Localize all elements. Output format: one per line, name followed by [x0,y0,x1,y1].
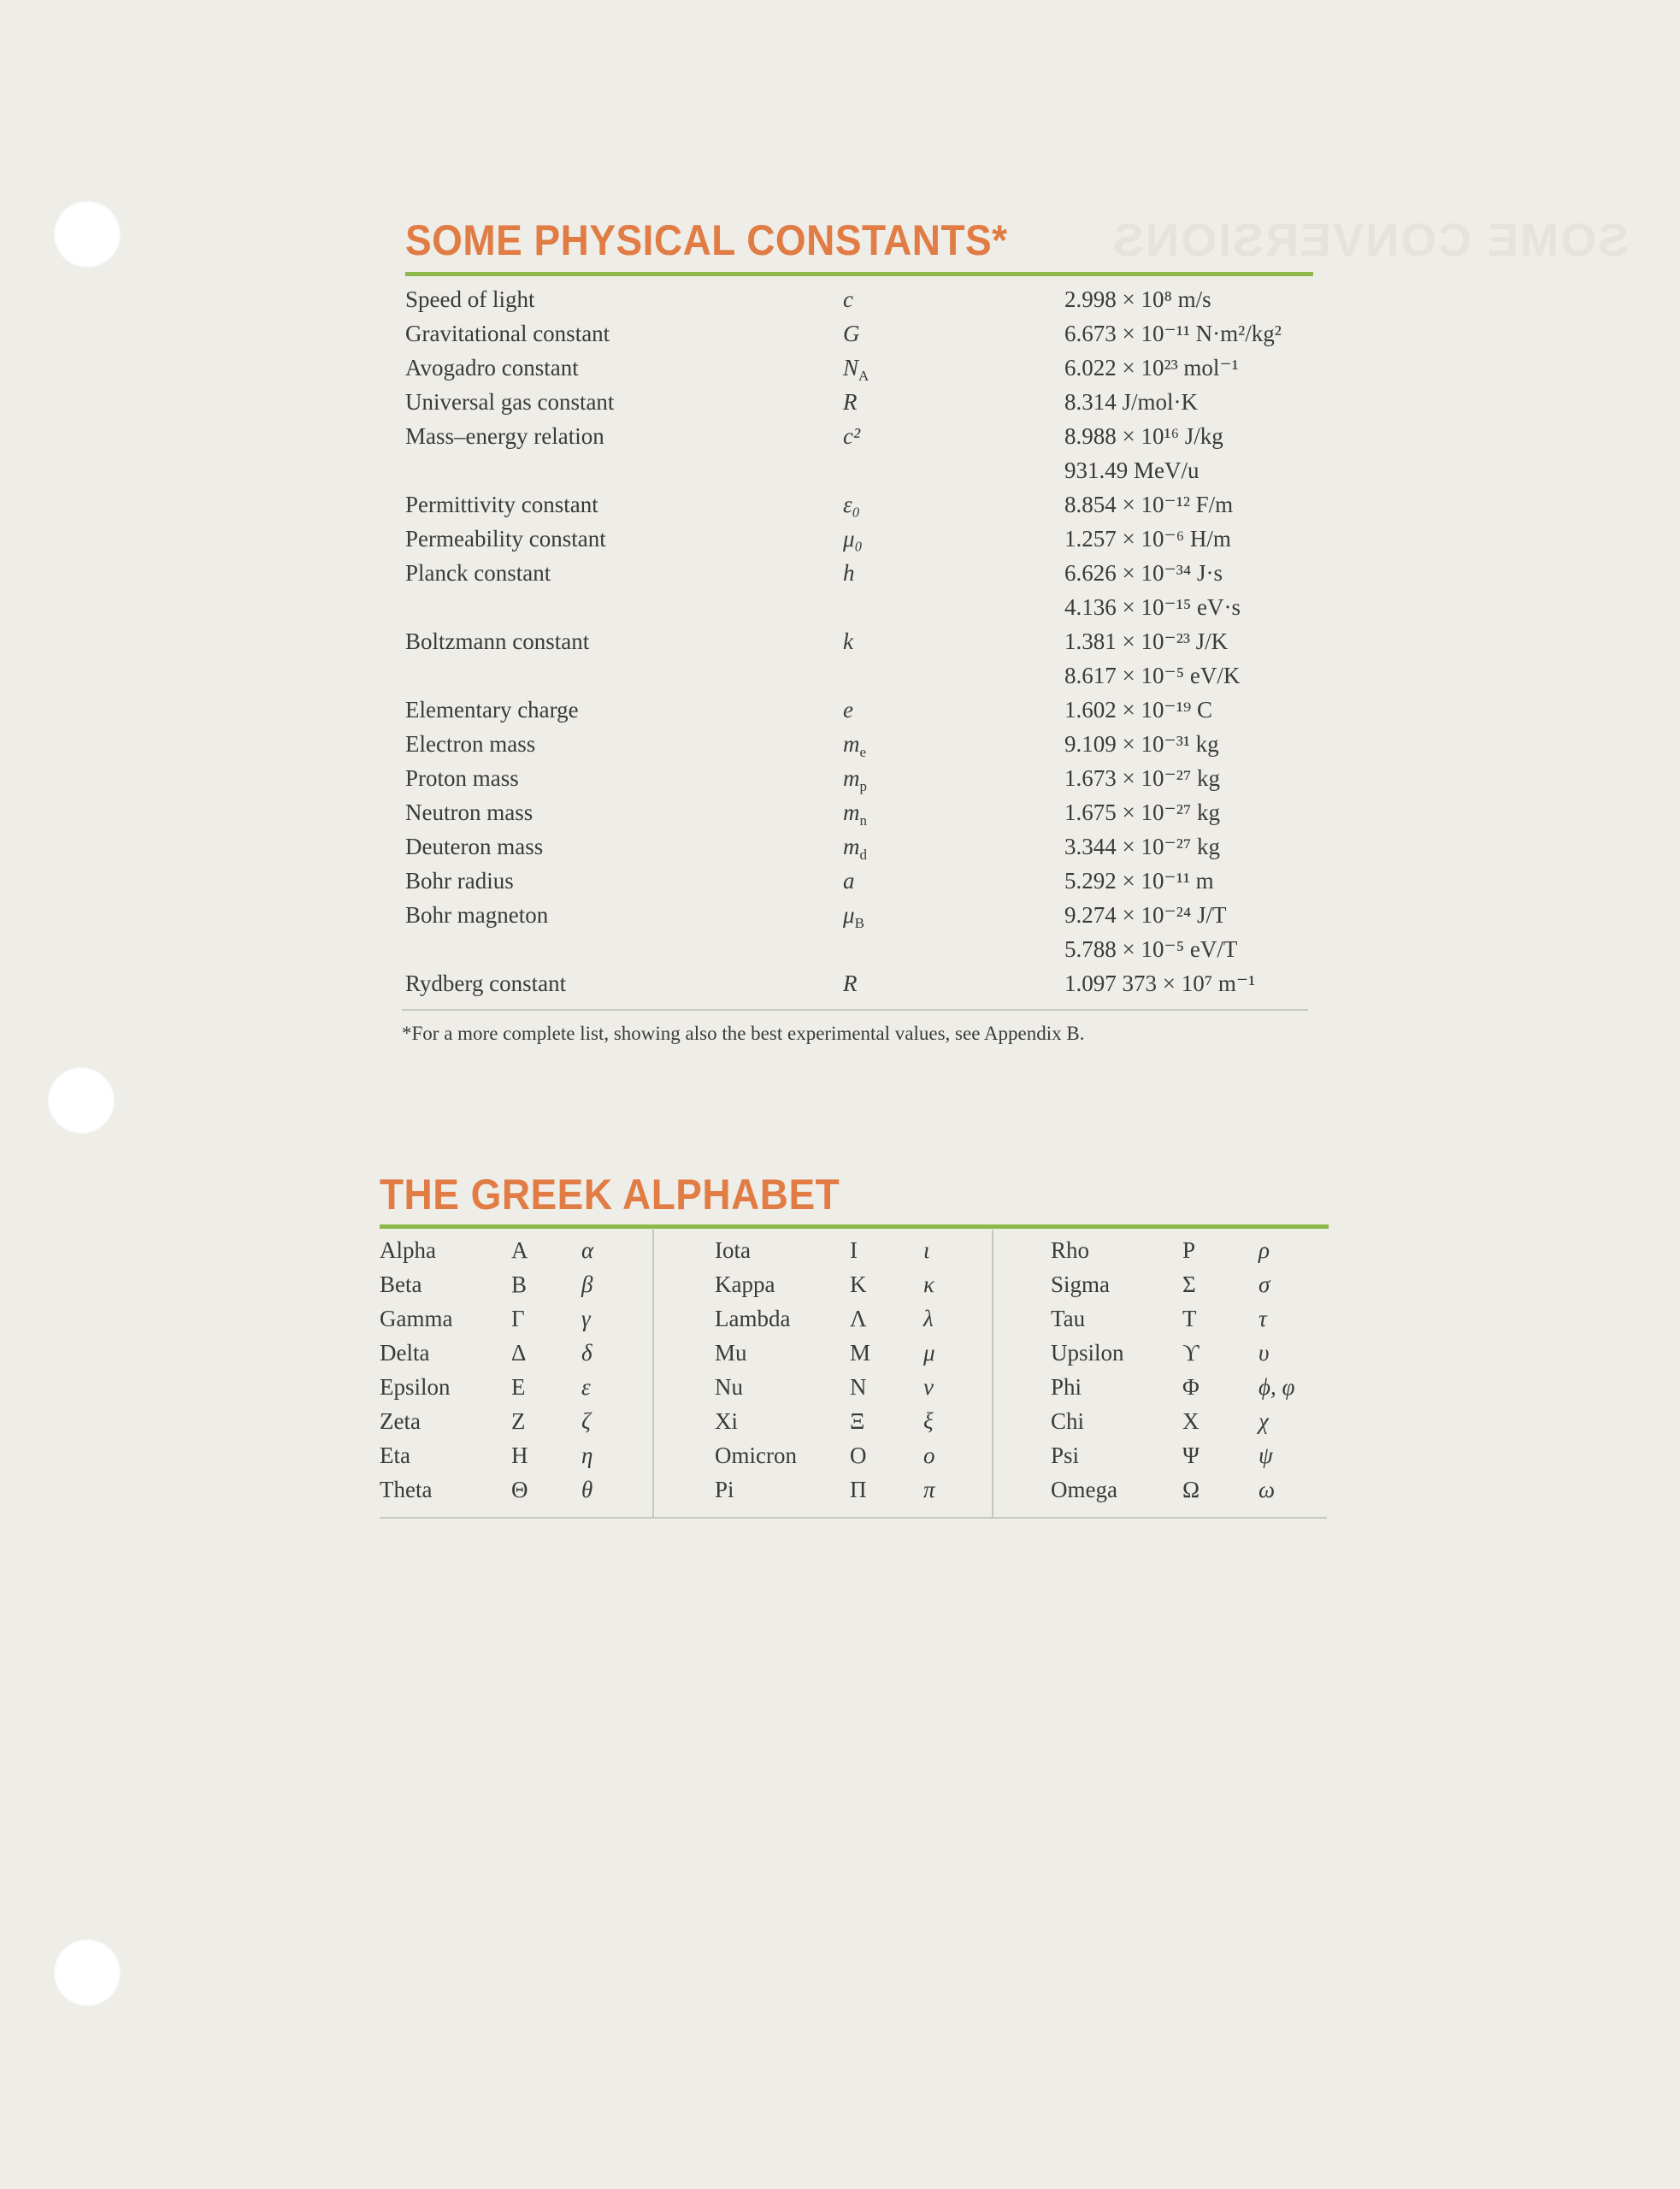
greek-letter-uppercase: Η [511,1443,528,1468]
physical-constants-bottom-rule [402,1009,1308,1011]
greek-letter-name: Omicron [715,1443,797,1468]
greek-letter-uppercase: Γ [511,1306,525,1331]
greek-letter-uppercase: Ο [850,1443,867,1468]
greek-letter-name: Upsilon [1051,1340,1124,1366]
greek-letter-uppercase: Ρ [1182,1237,1196,1263]
greek-letter-uppercase: Θ [511,1477,528,1502]
constant-name: Proton mass [405,765,519,791]
binder-hole-middle [48,1067,115,1134]
greek-letter-uppercase: ϒ [1182,1340,1200,1366]
constant-name: Electron mass [405,731,536,757]
constant-value: 1.381 × 10⁻²³ J/K [1064,628,1229,654]
bleed-through-text: SOME CONVERSIONS [1111,215,1630,266]
constant-symbol: μ₀ [843,526,863,552]
greek-letter-uppercase: Ζ [511,1408,526,1434]
greek-letter-name: Delta [380,1340,430,1366]
constant-symbol: $m_e$ [843,731,867,760]
greek-letter-lowercase: ω [1259,1477,1276,1502]
constant-symbol: k [843,628,853,654]
constant-value: 3.344 × 10⁻²⁷ kg [1064,834,1220,859]
constant-value: 1.673 × 10⁻²⁷ kg [1064,765,1220,791]
constant-name: Boltzmann constant [405,628,590,654]
binder-hole-top [54,201,121,268]
greek-letter-uppercase: Ω [1182,1477,1200,1502]
constant-value: 2.998 × 10⁸ m/s [1064,286,1211,312]
greek-letter-lowercase: κ [923,1272,934,1297]
greek-letter-uppercase: Σ [1182,1272,1196,1297]
greek-letter-name: Mu [715,1340,747,1366]
constant-symbol: $N_A$ [843,355,869,384]
constant-name: Permeability constant [405,526,606,552]
greek-letter-name: Iota [715,1237,751,1263]
greek-letter-name: Eta [380,1443,410,1468]
constant-value: 6.673 × 10⁻¹¹ N·m²/kg² [1064,321,1282,346]
greek-letter-name: Xi [715,1408,738,1434]
constant-name: Speed of light [405,286,535,312]
greek-letter-lowercase: ϕ, φ [1259,1374,1295,1400]
constant-symbol: R [843,971,858,996]
greek-letter-name: Chi [1051,1408,1085,1434]
greek-letter-lowercase: ξ [923,1408,934,1434]
greek-letter-lowercase: ψ [1259,1443,1273,1468]
greek-letter-name: Nu [715,1374,743,1400]
constant-name: Elementary charge [405,697,579,723]
greek-letter-name: Epsilon [380,1374,451,1400]
constant-name: Rydberg constant [405,971,567,996]
constant-symbol: c² [843,423,861,449]
greek-letter-uppercase: Κ [850,1272,867,1297]
greek-alphabet-rule [380,1224,1329,1229]
greek-letter-uppercase: Α [511,1237,528,1263]
greek-letter-uppercase: Ε [511,1374,526,1400]
greek-letter-name: Kappa [715,1272,775,1297]
constant-symbol: c [843,286,853,312]
physical-constants-title: SOME PHYSICAL CONSTANTS* [405,216,1008,264]
greek-alphabet-title: THE GREEK ALPHABET [380,1171,840,1218]
greek-letter-uppercase: Δ [511,1340,527,1366]
constant-name: Deuteron mass [405,834,544,859]
greek-letter-lowercase: θ [581,1477,593,1502]
greek-letter-lowercase: ζ [581,1408,591,1434]
constant-name: Planck constant [405,560,551,586]
constant-name: Mass–energy relation [405,423,604,449]
greek-letter-name: Lambda [715,1306,791,1331]
greek-letter-name: Pi [715,1477,734,1502]
greek-letter-name: Gamma [380,1306,453,1331]
greek-letter-lowercase: β [581,1272,593,1297]
greek-letter-lowercase: ο [923,1443,935,1468]
greek-letter-uppercase: Τ [1182,1306,1197,1331]
constant-value: 8.854 × 10⁻¹² F/m [1064,492,1234,517]
greek-letter-uppercase: Λ [850,1306,867,1331]
constant-value: 6.626 × 10⁻³⁴ J·s [1064,560,1223,586]
constant-symbol: G [843,321,860,346]
constant-value-alt: 931.49 MeV/u [1064,457,1200,483]
constant-name: Bohr magneton [405,902,549,928]
greek-letter-lowercase: μ [923,1340,935,1366]
greek-alphabet-bottom-rule [380,1517,1327,1519]
physical-constants-footnote: *For a more complete list, showing also the best experimental values, see Appendix B. [402,1023,1085,1044]
greek-letter-name: Psi [1051,1443,1080,1468]
constant-name: Bohr radius [405,868,514,894]
greek-letter-uppercase: Π [850,1477,867,1502]
greek-letter-uppercase: Χ [1182,1408,1200,1434]
greek-letter-uppercase: Φ [1182,1374,1200,1400]
greek-letter-name: Alpha [380,1237,436,1263]
greek-letter-name: Beta [380,1272,422,1297]
greek-letter-lowercase: α [581,1237,594,1263]
greek-letter-uppercase: Β [511,1272,528,1297]
greek-letter-lowercase: ν [923,1374,934,1400]
constant-value: 5.292 × 10⁻¹¹ m [1064,868,1214,894]
greek-letter-lowercase: γ [581,1306,591,1331]
greek-letter-name: Zeta [380,1408,421,1434]
constant-value: 8.988 × 10¹⁶ J/kg [1064,423,1223,449]
greek-letter-uppercase: Ι [850,1237,858,1263]
constant-symbol: ε₀ [843,492,861,517]
greek-letter-lowercase: χ [1259,1408,1269,1434]
constant-name: Avogadro constant [405,355,579,381]
constant-value: 9.274 × 10⁻²⁴ J/T [1064,902,1227,928]
constant-symbol: e [843,697,853,723]
constant-name: Universal gas constant [405,389,615,415]
constant-symbol: $m_n$ [843,799,867,829]
constant-value: 1.097 373 × 10⁷ m⁻¹ [1064,971,1256,996]
constant-value: 6.022 × 10²³ mol⁻¹ [1064,355,1239,381]
constant-symbol: $m_p$ [843,765,867,794]
constant-name: Permittivity constant [405,492,598,517]
greek-letter-lowercase: π [923,1477,935,1502]
greek-letter-lowercase: σ [1259,1272,1270,1297]
greek-letter-lowercase: ρ [1259,1237,1270,1263]
constant-symbol: a [843,868,855,894]
greek-letter-lowercase: τ [1259,1306,1267,1331]
constant-value: 1.257 × 10⁻⁶ H/m [1064,526,1231,552]
constant-symbol: $m_d$ [843,834,867,863]
constant-symbol: h [843,560,855,586]
greek-letter-name: Sigma [1051,1272,1111,1297]
greek-column-divider [992,1230,993,1517]
greek-letter-lowercase: η [581,1443,593,1468]
constant-value: 8.314 J/mol·K [1064,389,1199,415]
greek-letter-uppercase: Ν [850,1374,867,1400]
physical-constants-rule [405,272,1313,276]
constant-value: 1.602 × 10⁻¹⁹ C [1064,697,1212,723]
greek-letter-name: Theta [380,1477,433,1502]
greek-letter-name: Tau [1051,1306,1086,1331]
greek-letter-name: Omega [1051,1477,1117,1502]
greek-letter-name: Rho [1051,1237,1090,1263]
greek-letter-lowercase: δ [581,1340,592,1366]
constant-value-alt: 8.617 × 10⁻⁵ eV/K [1064,663,1241,688]
greek-letter-uppercase: Μ [850,1340,871,1366]
constant-symbol: $\mu_B$ [843,902,864,931]
binder-hole-bottom [54,1939,121,2006]
constant-name: Neutron mass [405,799,533,825]
constant-value: 1.675 × 10⁻²⁷ kg [1064,799,1220,825]
constant-name: Gravitational constant [405,321,610,346]
constant-value: 9.109 × 10⁻³¹ kg [1064,731,1219,757]
greek-letter-lowercase: λ [923,1306,934,1331]
greek-letter-uppercase: Ξ [850,1408,865,1434]
greek-column-divider [652,1230,654,1517]
greek-letter-lowercase: ι [923,1237,930,1263]
greek-letter-uppercase: Ψ [1182,1443,1200,1468]
greek-letter-lowercase: υ [1259,1340,1270,1366]
constant-value-alt: 5.788 × 10⁻⁵ eV/T [1064,936,1238,962]
greek-letter-name: Phi [1051,1374,1082,1400]
greek-letter-lowercase: ε [581,1374,591,1400]
constant-value-alt: 4.136 × 10⁻¹⁵ eV·s [1064,594,1241,620]
constant-symbol: R [843,389,858,415]
